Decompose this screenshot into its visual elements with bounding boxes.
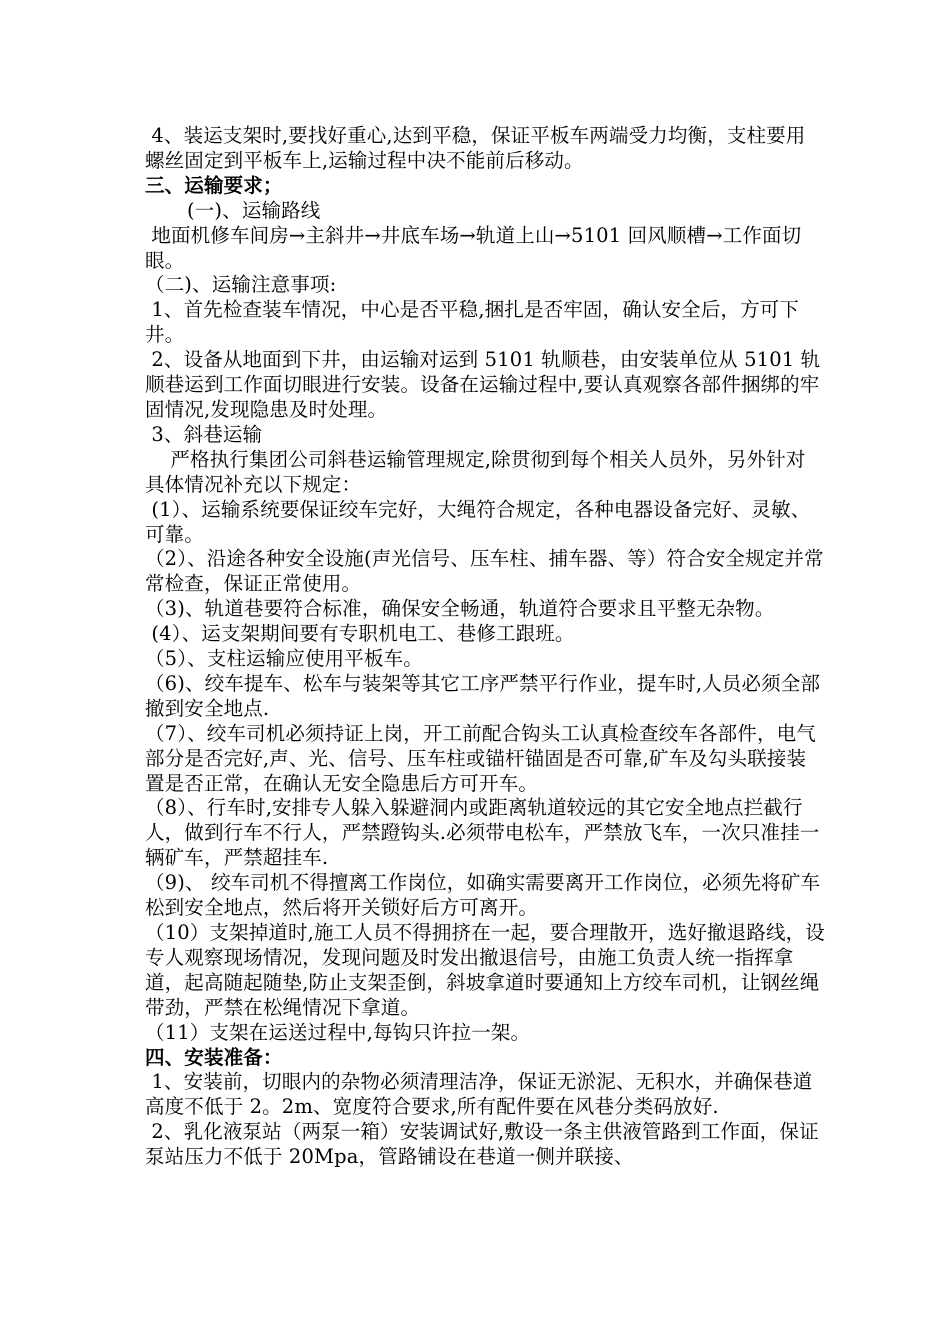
rule-item-6: （6)、绞车提车、松车与装架等其它工序严禁平行作业，提车时,人员必须全部撤到安全地点. (145, 671, 821, 720)
rule-item-8: （8）、行车时,安排专人躲入躲避洞内或距离轨道较远的其它安全地点拦截行人，做到行车不行人，严禁蹬钩头.必须带电松车，严禁放飞车，一次只准挂一辆矿车，严禁超挂车. (145, 796, 820, 870)
rule-item-9: （9)、 绞车司机不得擅离工作岗位，如确实需要离开工作岗位，必须先将矿车松到安全地点，然后将开关锁好后方可离开。 (145, 871, 821, 920)
rule-item-11: （11）支架在运送过程中,每钩只许拉一架。 (145, 1020, 531, 1044)
rule-item-3: （3)、轨道巷要符合标准，确保安全畅通，轨道符合要求且平整无杂物。 (145, 597, 775, 621)
rule-item-5: （5）、支柱运输应使用平板车。 (145, 647, 423, 671)
rule-item-7: （7）、绞车司机必须持证上岗，开工前配合钩头工认真检查绞车各部件，电气部分是否完好,声、光、信号、压车柱或锚杆锚固是否可靠,矿车及勾头联接装置是否正常，在确认无安全隐患后方可开车。 (145, 721, 816, 795)
subsection-transport-notes: （二)、运输注意事项: (145, 273, 337, 297)
paragraph-item-3: 3、斜巷运输 (145, 422, 263, 446)
rule-item-10: （10）支架掉道时,施工人员不得拥挤在一起，要合理散开，选好撤退路线，设专人观察现场情况，发现问题及时发出撤退信号，由施工负责人统一指挥拿道，起高随起随垫,防止支架歪倒，斜坡拿道时要通知上方绞车司机，让钢丝绳带劲，严禁在松绳情况下拿道。 (145, 921, 825, 1019)
paragraph-route-path: 地面机修车间房→主斜井→井底车场→轨道上山→5101 回风顺槽→工作面切眼。 (145, 223, 802, 272)
prep-item-2: 2、乳化液泵站（两泵一箱）安装调试好,敷设一条主供液管路到工作面，保证泵站压力不低于 20Mpa，管路铺设在巷道一侧并联接、 (145, 1120, 819, 1169)
rule-item-2: （2）、沿途各种安全设施(声光信号、压车柱、捕车器、等）符合安全规定并常常检查，保证正常使用。 (145, 547, 824, 596)
paragraph-item-1: 1、首先检查装车情况，中心是否平稳,捆扎是否牢固，确认安全后，方可下井。 (145, 298, 800, 347)
paragraph-item-2: 2、设备从地面到下井，由运输对运到 5101 轨顺巷，由安装单位从 5101 轨顺巷运到工作面切眼进行安装。设备在运输过程中,要认真观察各部件捆绑的牢固情况,发现隐患及时处理。 (145, 348, 821, 421)
rule-item-4: (4）、运支架期间要有专职机电工、巷修工跟班。 (145, 622, 575, 646)
paragraph-item-4-loading: 4、装运支架时,要找好重心,达到平稳，保证平板车两端受力均衡，支柱要用螺丝固定到平板车上,运输过程中决不能前后移动。 (145, 124, 806, 172)
subsection-transport-route: (一)、运输路线 (187, 198, 321, 222)
section-heading-transport-requirements: 三、运输要求； (145, 173, 283, 197)
document-body (145, 124, 825, 1170)
section-heading-installation-prep: 四、安装准备： (145, 1045, 283, 1069)
prep-item-1: 1、安装前，切眼内的杂物必须清理洁净，保证无淤泥、无积水，并确保巷道高度不低于 2。2m、宽度符合要求,所有配件要在风巷分类码放好. (145, 1070, 813, 1119)
rule-item-1: (1）、运输系统要保证绞车完好，大绳符合规定，各种电器设备完好、灵敏、可靠。 (145, 497, 811, 546)
paragraph-incline-rules: 严格执行集团公司斜巷运输管理规定,除贯彻到每个相关人员外，另外针对具体情况补充以下规定： (145, 447, 806, 496)
